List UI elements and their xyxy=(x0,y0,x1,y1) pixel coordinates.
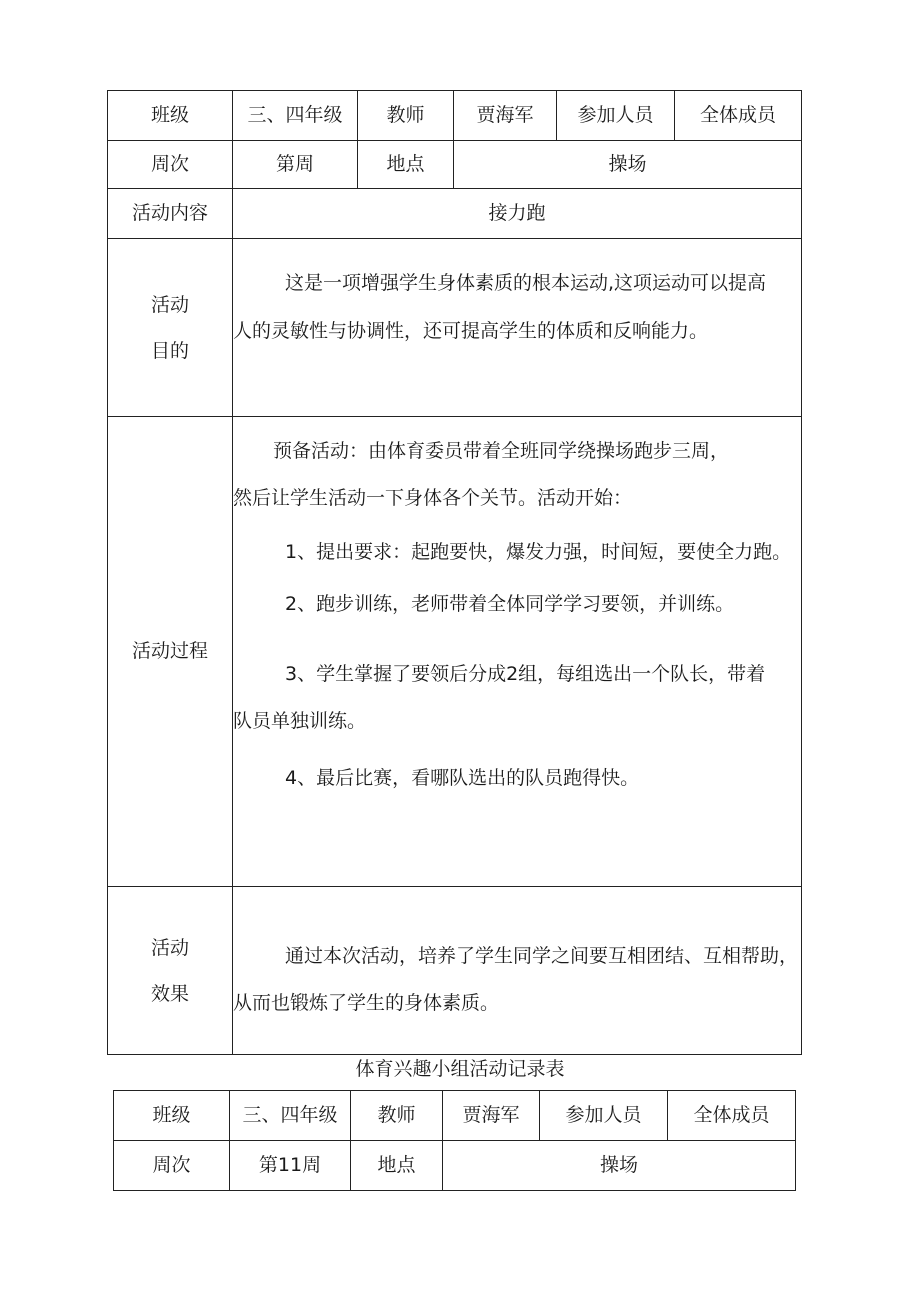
location-label: 地点 xyxy=(358,141,454,189)
teacher-label: 教师 xyxy=(358,91,454,141)
effect-text-line2: 从而也锻炼了学生的身体素质。 xyxy=(233,992,500,1014)
week-label: 周次 xyxy=(114,1141,230,1191)
class-value: 三、四年级 xyxy=(230,1091,351,1141)
week-label: 周次 xyxy=(108,141,233,189)
participants-label: 参加人员 xyxy=(540,1091,668,1141)
teacher-label: 教师 xyxy=(351,1091,443,1141)
purpose-label-line1: 活动 xyxy=(150,293,189,316)
process-line: 预备活动：由体育委员带着全班同学绕操场跑步三周， xyxy=(273,440,730,462)
process-line: 2、跑步训练，老师带着全体同学学习要领，并训练。 xyxy=(285,593,735,615)
class-value: 三、四年级 xyxy=(233,91,358,141)
participants-value: 全体成员 xyxy=(668,1091,796,1141)
location-label: 地点 xyxy=(351,1141,443,1191)
purpose-label-line2: 目的 xyxy=(150,339,189,362)
process-line: 队员单独训练。 xyxy=(233,710,367,732)
process-line: 3、学生掌握了要领后分成2组，每组选出一个队长，带着 xyxy=(285,663,766,685)
process-line: 1、提出要求：起跑要快，爆发力强，时间短，要使全力跑。 xyxy=(285,541,792,563)
purpose-text-line2: 人的灵敏性与协调性，还可提高学生的体质和反响能力。 xyxy=(233,320,709,342)
effect-label-line2: 效果 xyxy=(150,982,189,1005)
purpose-label xyxy=(108,239,233,417)
effect-label-line1: 活动 xyxy=(150,936,189,959)
teacher-value: 贾海军 xyxy=(454,91,557,141)
week-value: 第11周 xyxy=(230,1141,351,1191)
form-title: 体育兴趣小组活动记录表 xyxy=(355,1058,565,1080)
week-value: 第周 xyxy=(233,141,358,189)
activity-record-table-2 xyxy=(113,1090,796,1191)
purpose-text xyxy=(233,239,802,417)
process-line: 4、最后比赛，看哪队选出的队员跑得快。 xyxy=(285,767,640,789)
location-value: 操场 xyxy=(454,141,802,189)
content-label: 活动内容 xyxy=(108,189,233,239)
class-label: 班级 xyxy=(108,91,233,141)
teacher-value: 贾海军 xyxy=(443,1091,540,1141)
process-label: 活动过程 xyxy=(108,417,233,887)
purpose-text-line1: 这是一项增强学生身体素质的根本运动,这项运动可以提高 xyxy=(285,272,767,294)
effect-label xyxy=(108,887,233,1055)
activity-record-table-1 xyxy=(107,90,802,1055)
process-line: 然后让学生活动一下身体各个关节。活动开始： xyxy=(233,487,633,509)
participants-label: 参加人员 xyxy=(557,91,675,141)
content-value: 接力跑 xyxy=(233,189,802,239)
class-label: 班级 xyxy=(114,1091,230,1141)
effect-text-line1: 通过本次活动，培养了学生同学之间要互相团结、互相帮助， xyxy=(285,945,799,967)
participants-value: 全体成员 xyxy=(675,91,802,141)
effect-text xyxy=(233,887,802,1055)
location-value: 操场 xyxy=(443,1141,796,1191)
process-text xyxy=(233,417,802,887)
